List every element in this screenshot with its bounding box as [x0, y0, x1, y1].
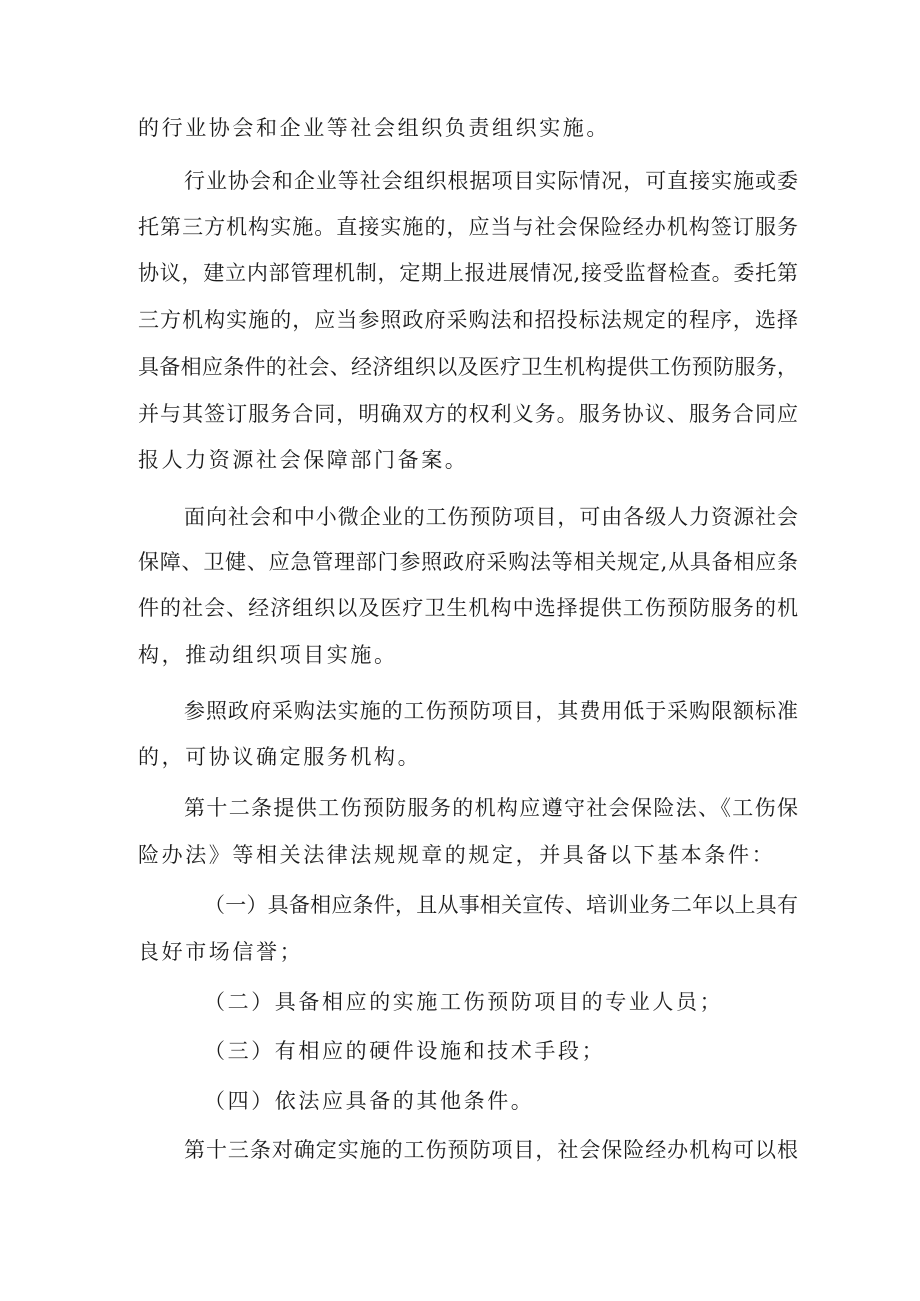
- text-line: 协议，建立内部管理机制，定期上报进展情况,接受监督检查。委托第: [138, 261, 798, 285]
- paragraph-line: 面向社会和中小微企业的工伤预防项目，可由各级人力资源社会: [184, 505, 798, 529]
- list-item-line: （一）具备相应条件，且从事相关宣传、培训业务二年以上具有: [204, 893, 798, 917]
- text-line: 险办法》等相关法律法规规章的规定，并具备以下基本条件：: [138, 843, 776, 867]
- paragraph-line: 参照政府采购法实施的工伤预防项目，其费用低于采购限额标准: [184, 699, 798, 723]
- text-line: 三方机构实施的，应当参照政府采购法和招投标法规定的程序，选择: [138, 308, 798, 332]
- article-line: 第十三条对确定实施的工伤预防项目，社会保险经办机构可以根: [184, 1138, 798, 1162]
- list-item-line: （四）依法应具备的其他条件。: [204, 1089, 535, 1113]
- text-line: 的行业协会和企业等社会组织负责组织实施。: [138, 116, 610, 140]
- text-line: 良好市场信誉；: [138, 940, 304, 964]
- list-item-line: （三）有相应的硬件设施和技术手段；: [204, 1039, 606, 1063]
- text-line: 并与其签订服务合同，明确双方的权利义务。服务协议、服务合同应: [138, 402, 798, 426]
- text-line: 托第三方机构实施。直接实施的，应当与社会保险经办机构签订服务: [138, 215, 798, 239]
- text-line: 具备相应条件的社会、经济组织以及医疗卫生机构提供工伤预防服务，: [138, 355, 798, 379]
- article-line: 第十二条提供工伤预防服务的机构应遵守社会保险法、《工伤保: [184, 796, 798, 820]
- text-line: 报人力资源社会保障部门备案。: [138, 448, 469, 472]
- text-line: 的，可协议确定服务机构。: [138, 745, 422, 769]
- list-item-line: （二）具备相应的实施工伤预防项目的专业人员；: [204, 990, 724, 1014]
- text-line: 件的社会、经济组织以及医疗卫生机构中选择提供工伤预防服务的机: [138, 596, 798, 620]
- text-line: 构，推动组织项目实施。: [138, 643, 398, 667]
- paragraph-line: 行业协会和企业等社会组织根据项目实际情况，可直接实施或委: [184, 169, 798, 193]
- text-line: 保障、卫健、应急管理部门参照政府采购法等相关规定,从具备相应条: [138, 550, 798, 574]
